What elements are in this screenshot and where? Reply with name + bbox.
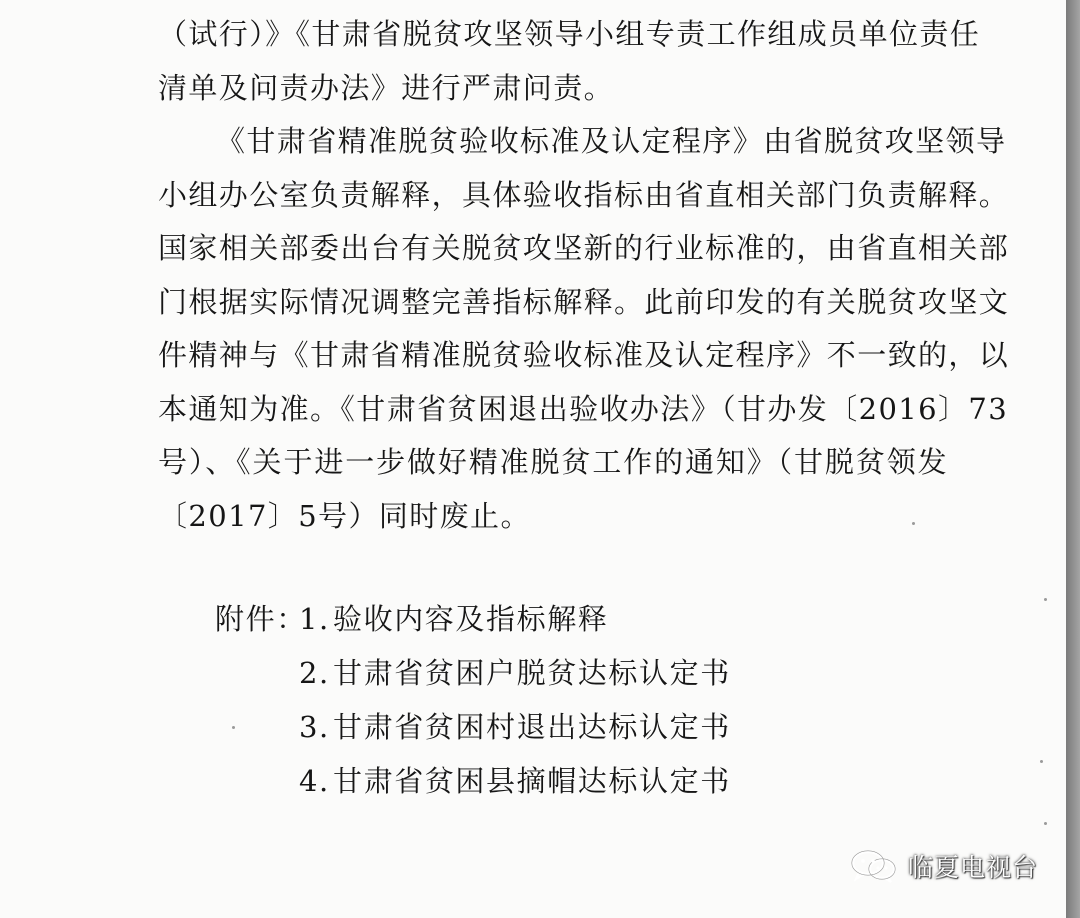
- attachment-number: 3.: [299, 710, 330, 744]
- attachment-item: [215, 592, 731, 646]
- attachment-number: 1.: [299, 602, 330, 636]
- attachment-number: 2.: [299, 656, 330, 690]
- attachment-title: 验收内容及指标解释: [333, 602, 609, 636]
- attachment-item: [215, 754, 731, 808]
- scan-speck: [1044, 598, 1047, 601]
- text-line: 号）、《关于进一步做好精准脱贫工作的通知》（甘脱贫领发: [158, 445, 948, 479]
- text-line: 本通知为准。《甘肃省贫困退出验收办法》（甘办发〔2016〕73: [158, 391, 1009, 426]
- text-line: 门根据实际情况调整完善指标解释。此前印发的有关脱贫攻坚文: [158, 284, 1010, 319]
- text-line: 国家相关部委出台有关脱贫攻坚新的行业标准的，由省直相关部: [158, 231, 1010, 265]
- scan-speck: [912, 522, 915, 525]
- text-line: 《甘肃省精准脱贫验收标准及认定程序》由省脱贫攻坚领导: [216, 124, 1007, 158]
- page-edge-shadow: [1066, 0, 1080, 918]
- channel-watermark: [848, 848, 1038, 884]
- attachments-list: [215, 592, 731, 808]
- scan-speck: [1040, 760, 1043, 763]
- text-line: 件精神与《甘肃省精准脱贫验收标准及认定程序》不一致的，以: [158, 338, 1010, 372]
- text-line: 小组办公室负责解释，具体验收指标由省直相关部门负责解释。: [158, 177, 1010, 212]
- attachment-item: [215, 700, 731, 754]
- watermark-text: 临夏电视台: [908, 853, 1039, 882]
- attachment-item: [215, 646, 731, 700]
- text-line: （试行）》《甘肃省脱贫攻坚领导小组专责工作组成员单位责任: [158, 17, 981, 51]
- attachment-title: 甘肃省贫困县摘帽达标认定书: [333, 764, 731, 798]
- attachment-number: 4.: [299, 764, 330, 798]
- wechat-icon: [848, 848, 900, 884]
- attachments-label: 附件：: [215, 602, 307, 636]
- attachment-title: 甘肃省贫困村退出达标认定书: [333, 710, 731, 744]
- scan-speck: [1044, 822, 1047, 825]
- text-line: 清单及问责办法》进行严肃问责。: [158, 70, 615, 105]
- document-body: [158, 8, 1010, 543]
- attachment-title: 甘肃省贫困户脱贫达标认定书: [333, 656, 731, 690]
- scan-speck: [232, 726, 235, 729]
- text-line: 〔2017〕5号）同时废止。: [158, 498, 531, 533]
